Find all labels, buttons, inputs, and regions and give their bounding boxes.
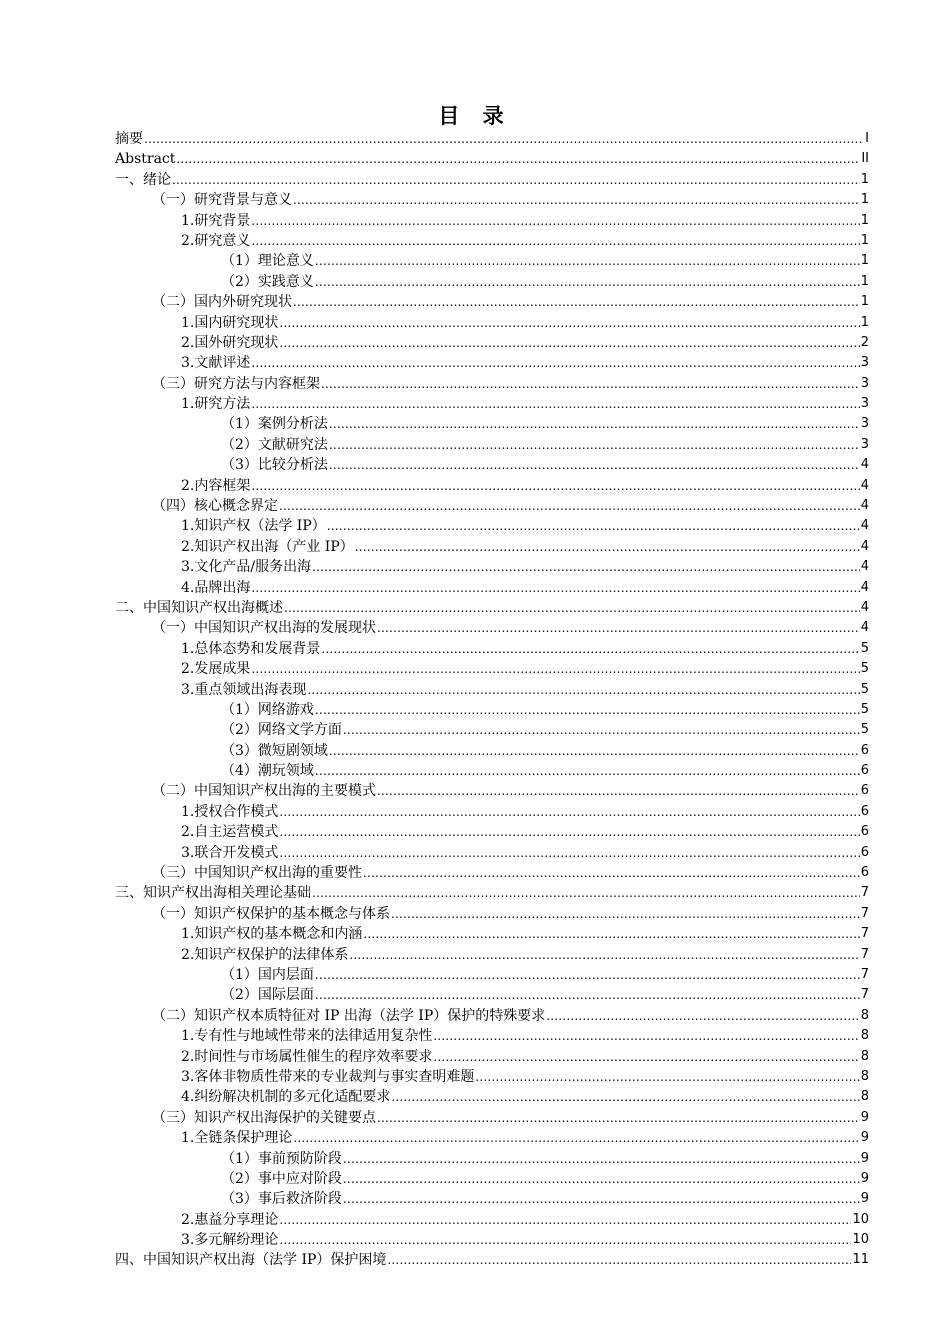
toc-entry[interactable] <box>115 782 869 802</box>
toc-dot-leader <box>329 435 860 455</box>
toc-dot-leader <box>475 1067 859 1087</box>
toc-entry[interactable] <box>115 1067 869 1087</box>
toc-entry[interactable] <box>115 272 869 292</box>
toc-entry-label: （一）知识产权保护的基本概念与体系 <box>152 905 390 922</box>
toc-dot-leader <box>355 537 860 557</box>
toc-entry-page-number: 6 <box>860 742 869 758</box>
toc-entry-page-number: 1 <box>860 232 869 248</box>
toc-entry-page-number: 2 <box>860 334 869 350</box>
toc-entry-label: （二）中国知识产权出海的主要模式 <box>152 783 376 800</box>
toc-entry-page-number: 1 <box>860 314 869 330</box>
toc-dot-leader <box>315 761 860 781</box>
toc-entry-label: 1.知识产权（法学 IP） <box>181 518 326 535</box>
toc-entry[interactable] <box>115 618 869 638</box>
toc-entry-page-number: 9 <box>860 1191 869 1207</box>
toc-title: 目 录 <box>438 104 512 128</box>
toc-entry-label: 三、知识产权出海相关理论基础 <box>115 885 311 902</box>
toc-dot-leader <box>279 1210 851 1230</box>
toc-entry-label: 1.专有性与地域性带来的法律适用复杂性 <box>181 1028 433 1045</box>
toc-entry-page-number: 7 <box>860 946 869 962</box>
toc-dot-leader <box>321 374 860 394</box>
toc-dot-leader <box>343 1189 860 1209</box>
toc-dot-leader <box>315 272 860 292</box>
toc-dot-leader <box>327 516 860 536</box>
toc-entry[interactable] <box>115 414 869 434</box>
toc-entry-label: 2.惠益分享理论 <box>181 1211 279 1228</box>
toc-entry-label: 3.文献评述 <box>181 355 251 372</box>
toc-dot-leader <box>279 843 859 863</box>
toc-dot-leader <box>251 211 859 231</box>
toc-entry-label: 2.自主运营模式 <box>181 824 279 841</box>
toc-entry-page-number: 5 <box>860 640 869 656</box>
toc-entry-label: （3）事后救济阶段 <box>221 1191 342 1208</box>
toc-entry[interactable] <box>115 476 869 496</box>
toc-entry[interactable] <box>115 802 869 822</box>
toc-entry-label: 二、中国知识产权出海概述 <box>115 599 283 616</box>
toc-dot-leader <box>307 680 859 700</box>
toc-entry[interactable] <box>115 1189 869 1209</box>
toc-entry-label: （一）研究背景与意义 <box>152 192 292 209</box>
toc-dot-leader <box>279 822 859 842</box>
toc-entry-page-number: 7 <box>860 967 869 982</box>
toc-dot-leader <box>315 965 860 985</box>
toc-entry[interactable] <box>115 924 869 944</box>
toc-entry[interactable] <box>115 680 869 700</box>
toc-entry[interactable] <box>115 1026 869 1046</box>
toc-dot-leader <box>293 292 860 312</box>
toc-entry-page-number: 6 <box>860 803 869 819</box>
toc-dot-leader <box>279 496 860 516</box>
toc-entry-page-number: 4 <box>860 518 869 534</box>
toc-dot-leader <box>343 720 860 740</box>
toc-dot-leader <box>391 904 860 924</box>
toc-entry-label: （4）潮玩领域 <box>221 763 314 780</box>
toc-entry-page-number: I <box>865 130 869 146</box>
toc-entry[interactable] <box>115 435 869 455</box>
toc-entry-label: 3.重点领域出海表现 <box>181 681 307 698</box>
toc-entry-page-number: 5 <box>860 681 869 697</box>
toc-entry-page-number: 10 <box>852 1211 869 1227</box>
toc-entry-label: （1）理论意义 <box>221 253 314 270</box>
toc-entry[interactable] <box>115 700 869 720</box>
toc-entry[interactable] <box>115 251 869 271</box>
toc-entry[interactable] <box>115 985 869 1005</box>
toc-entry-page-number: 6 <box>860 824 869 840</box>
toc-entry-page-number: 8 <box>860 1048 869 1064</box>
toc-entry-label: 摘要 <box>115 130 143 147</box>
toc-dot-leader <box>315 700 860 720</box>
toc-entry-page-number: 4 <box>860 498 869 514</box>
toc-dot-leader <box>293 190 860 210</box>
toc-entry-label: （1）国内层面 <box>221 967 314 983</box>
toc-entry[interactable] <box>115 720 869 740</box>
toc-entry-page-number: 1 <box>860 212 869 228</box>
toc-entry[interactable] <box>115 170 869 190</box>
toc-entry-page-number: 7 <box>860 905 869 921</box>
toc-list <box>115 129 869 1271</box>
toc-entry-label: （2）文献研究法 <box>221 436 328 453</box>
toc-dot-leader <box>144 129 864 149</box>
toc-entry-page-number: 3 <box>860 355 869 371</box>
toc-dot-leader <box>329 741 860 761</box>
toc-dot-leader <box>279 802 859 822</box>
toc-entry-label: 2.国外研究现状 <box>181 334 279 351</box>
toc-entry-page-number: 4 <box>860 620 869 636</box>
toc-entry[interactable] <box>115 313 869 333</box>
toc-entry-page-number: 3 <box>860 416 869 432</box>
toc-entry[interactable] <box>115 496 869 516</box>
toc-entry[interactable] <box>115 741 869 761</box>
toc-dot-leader <box>363 924 859 944</box>
toc-entry[interactable] <box>115 578 869 598</box>
toc-dot-leader <box>321 639 859 659</box>
toc-entry[interactable] <box>115 945 869 965</box>
toc-entry-page-number: 5 <box>860 661 869 677</box>
toc-entry[interactable] <box>115 292 869 312</box>
toc-entry-page-number: 8 <box>860 1007 869 1023</box>
toc-entry-page-number: 4 <box>860 457 869 473</box>
toc-entry[interactable] <box>115 598 869 618</box>
toc-entry-page-number: 7 <box>860 885 869 901</box>
toc-entry[interactable] <box>115 843 869 863</box>
toc-entry-label: 四、中国知识产权出海（法学 IP）保护困境 <box>115 1252 387 1269</box>
toc-entry-label: 1.国内研究现状 <box>181 314 279 331</box>
toc-dot-leader <box>251 659 859 679</box>
toc-entry-label: 3.客体非物质性带来的专业裁判与事实查明难题 <box>181 1068 475 1085</box>
toc-entry-page-number: 8 <box>860 1068 869 1084</box>
toc-entry[interactable] <box>115 1210 869 1230</box>
toc-entry[interactable] <box>115 1169 869 1189</box>
toc-dot-leader <box>329 455 860 475</box>
toc-entry-label: 1.总体态势和发展背景 <box>181 640 321 657</box>
toc-entry[interactable] <box>115 353 869 373</box>
toc-entry-label: 2.时间性与市场属性催生的程序效率要求 <box>181 1048 433 1065</box>
toc-entry-label: 3.文化产品/服务出海 <box>181 559 312 576</box>
toc-dot-leader <box>251 476 859 496</box>
toc-dot-leader <box>176 149 860 169</box>
toc-entry[interactable] <box>115 516 869 536</box>
toc-entry[interactable] <box>115 639 869 659</box>
toc-entry-page-number: 8 <box>860 1028 869 1044</box>
toc-entry-label: （三）研究方法与内容框架 <box>152 375 320 392</box>
toc-dot-leader <box>377 781 860 801</box>
toc-entry-page-number: 1 <box>860 171 869 187</box>
toc-entry[interactable] <box>115 333 869 353</box>
toc-entry-page-number: 4 <box>860 599 869 615</box>
toc-entry[interactable] <box>115 211 869 231</box>
toc-entry-label: Abstract <box>115 151 176 168</box>
toc-entry[interactable] <box>115 190 869 210</box>
toc-entry-page-number: 1 <box>860 273 869 289</box>
toc-entry-label: 2.发展成果 <box>181 661 251 678</box>
toc-entry[interactable] <box>115 1250 869 1270</box>
toc-entry-page-number: 4 <box>860 538 869 554</box>
toc-entry-label: 1.研究背景 <box>181 212 251 229</box>
toc-entry-page-number: 5 <box>860 722 869 738</box>
toc-entry-page-number: 6 <box>860 763 869 779</box>
toc-entry-label: 4.品牌出海 <box>181 579 251 596</box>
toc-entry-page-number: 9 <box>860 1170 869 1186</box>
toc-dot-leader <box>377 618 860 638</box>
toc-entry-label: （三）知识产权出海保护的关键要点 <box>152 1109 376 1126</box>
toc-dot-leader <box>279 313 859 333</box>
toc-entry-label: 1.研究方法 <box>181 396 251 413</box>
toc-entry[interactable] <box>115 129 869 149</box>
toc-entry-label: 1.全链条保护理论 <box>181 1130 293 1147</box>
toc-dot-leader <box>293 1128 859 1148</box>
toc-entry-page-number: 7 <box>860 926 869 942</box>
toc-dot-leader <box>377 1108 860 1128</box>
toc-entry-label: 2.知识产权出海（产业 IP） <box>181 538 354 555</box>
toc-entry-label: （二）国内外研究现状 <box>152 294 292 311</box>
toc-entry-label: 3.联合开发模式 <box>181 844 279 861</box>
toc-entry[interactable] <box>115 659 869 679</box>
toc-entry-page-number: 4 <box>860 477 869 493</box>
toc-dot-leader <box>343 1149 860 1169</box>
toc-entry-label: 2.知识产权保护的法律体系 <box>181 946 349 963</box>
toc-entry-page-number: 9 <box>860 1109 869 1125</box>
toc-dot-leader <box>363 863 860 883</box>
toc-entry[interactable] <box>115 1047 869 1067</box>
toc-dot-leader <box>251 394 859 414</box>
toc-entry-label: 2.内容框架 <box>181 477 251 494</box>
toc-entry-label: 3.多元解纷理论 <box>181 1232 279 1249</box>
toc-entry-label: （3）比较分析法 <box>221 457 328 474</box>
toc-dot-leader <box>433 1026 859 1046</box>
toc-dot-leader <box>315 251 860 271</box>
toc-entry-page-number: 5 <box>860 701 869 717</box>
toc-entry-label: 4.纠纷解决机制的多元化适配要求 <box>181 1089 391 1106</box>
toc-entry-page-number: 6 <box>860 865 869 881</box>
toc-entry-page-number: 9 <box>860 1130 869 1146</box>
toc-entry[interactable] <box>115 1128 869 1148</box>
toc-dot-leader <box>329 414 860 434</box>
toc-entry-page-number: 1 <box>860 192 869 208</box>
toc-entry[interactable] <box>115 149 869 169</box>
toc-entry-label: （1）事前预防阶段 <box>221 1150 342 1167</box>
toc-dot-leader <box>546 1006 859 1026</box>
toc-entry-page-number: 3 <box>860 396 869 412</box>
toc-entry[interactable] <box>115 374 869 394</box>
toc-entry-page-number: 3 <box>860 375 869 391</box>
toc-entry-label: （2）事中应对阶段 <box>221 1170 342 1187</box>
toc-entry-page-number: 10 <box>852 1232 869 1248</box>
toc-entry-label: （3）微短剧领域 <box>221 742 328 759</box>
toc-entry-label: （1）案例分析法 <box>221 416 328 433</box>
toc-entry-label: （一）中国知识产权出海的发展现状 <box>152 620 376 637</box>
toc-entry[interactable] <box>115 965 869 985</box>
toc-entry[interactable] <box>115 883 869 903</box>
toc-entry-page-number: 11 <box>852 1252 869 1268</box>
toc-entry[interactable] <box>115 537 869 557</box>
toc-entry-page-number: 9 <box>860 1150 869 1166</box>
toc-entry-page-number: II <box>861 151 869 167</box>
toc-dot-leader <box>349 945 859 965</box>
toc-dot-leader <box>251 353 859 373</box>
toc-entry-label: （2）国际层面 <box>221 987 314 1004</box>
toc-entry[interactable] <box>115 1087 869 1107</box>
toc-dot-leader <box>433 1047 859 1067</box>
toc-entry[interactable] <box>115 1108 869 1128</box>
toc-entry-page-number: 3 <box>860 436 869 452</box>
toc-entry-label: （2）网络文学方面 <box>221 722 342 739</box>
toc-entry[interactable] <box>115 904 869 924</box>
toc-entry-label: 2.研究意义 <box>181 232 251 249</box>
toc-entry[interactable] <box>115 231 869 251</box>
toc-entry-page-number: 8 <box>860 1089 869 1105</box>
toc-dot-leader <box>315 985 860 1005</box>
toc-entry-page-number: 4 <box>860 579 869 595</box>
toc-entry[interactable] <box>115 455 869 475</box>
toc-dot-leader <box>312 883 860 903</box>
toc-dot-leader <box>279 333 859 353</box>
toc-dot-leader <box>172 170 860 190</box>
toc-entry[interactable] <box>115 1006 869 1026</box>
toc-entry-label: 1.授权合作模式 <box>181 803 279 820</box>
toc-entry-label: （四）核心概念界定 <box>152 498 278 515</box>
toc-entry[interactable] <box>115 394 869 414</box>
toc-entry-label: （三）中国知识产权出海的重要性 <box>152 865 362 882</box>
toc-dot-leader <box>391 1087 859 1107</box>
toc-entry-page-number: 6 <box>860 844 869 860</box>
toc-dot-leader <box>279 1230 851 1250</box>
toc-entry-label: （二）知识产权本质特征对 IP 出海（法学 IP）保护的特殊要求 <box>152 1007 546 1024</box>
toc-dot-leader <box>312 557 860 577</box>
toc-dot-leader <box>251 231 859 251</box>
toc-entry-label: （2）实践意义 <box>221 273 314 290</box>
toc-entry-page-number: 1 <box>860 253 869 269</box>
toc-entry-label: （1）网络游戏 <box>221 701 314 718</box>
toc-entry[interactable] <box>115 863 869 883</box>
toc-entry[interactable] <box>115 557 869 577</box>
toc-dot-leader <box>387 1250 851 1270</box>
toc-entry-label: 1.知识产权的基本概念和内涵 <box>181 926 363 943</box>
toc-entry[interactable] <box>115 1149 869 1169</box>
toc-entry[interactable] <box>115 1230 869 1250</box>
toc-entry-label: 一、绪论 <box>115 171 171 188</box>
toc-entry[interactable] <box>115 761 869 781</box>
toc-entry-page-number: 4 <box>860 559 869 575</box>
toc-entry-page-number: 7 <box>860 987 869 1003</box>
toc-dot-leader <box>284 598 860 618</box>
toc-entry[interactable] <box>115 822 869 842</box>
toc-entry-page-number: 1 <box>860 294 869 310</box>
toc-dot-leader <box>251 578 859 598</box>
toc-entry-page-number: 6 <box>860 783 869 799</box>
toc-dot-leader <box>343 1169 860 1189</box>
